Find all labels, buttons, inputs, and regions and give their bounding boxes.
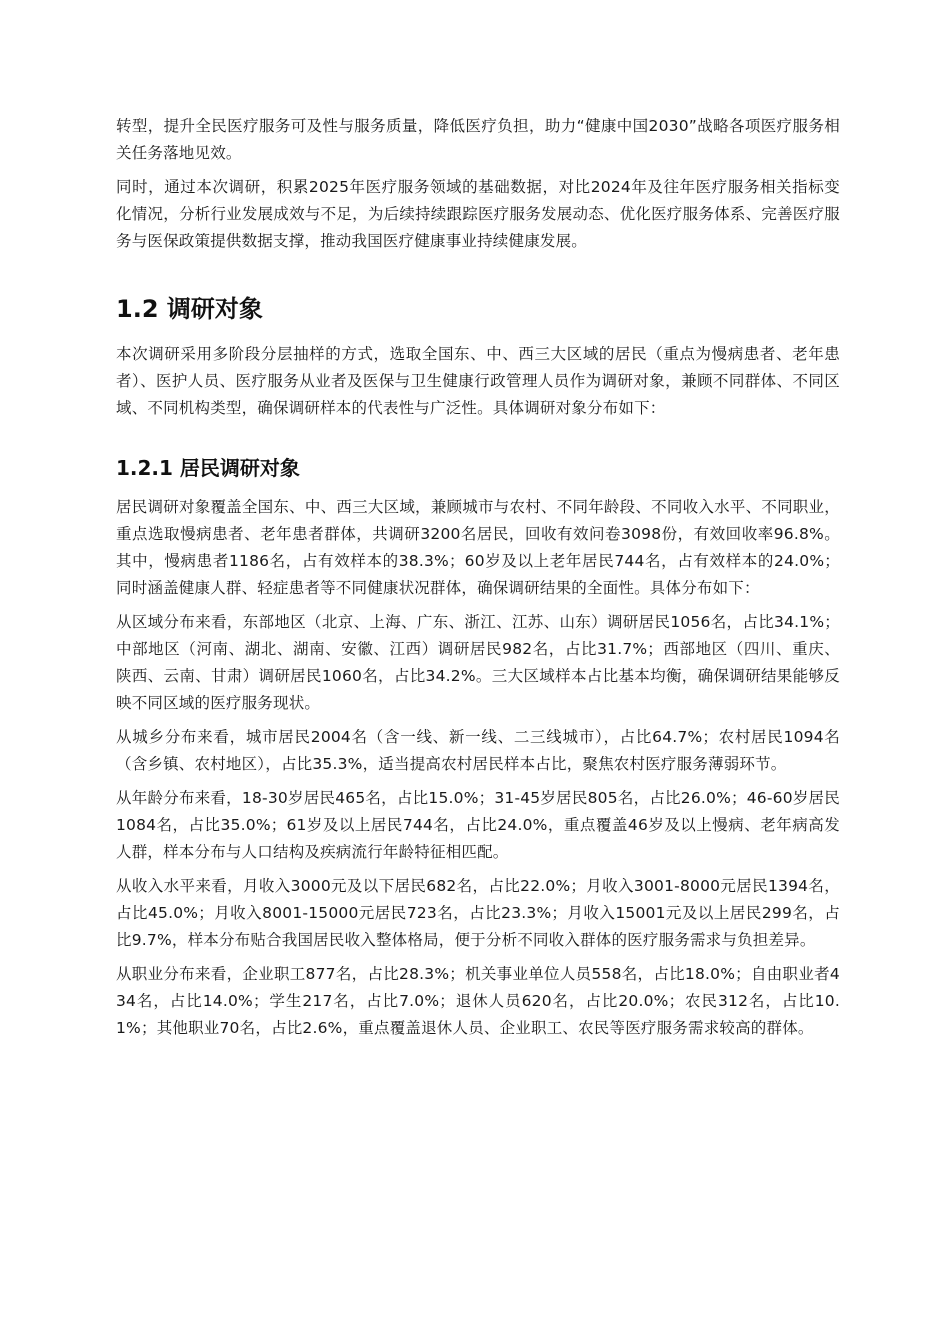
occupation-distribution-paragraph: 从职业分布来看，企业职工877名，占比28.3%；机关事业单位人员558名，占比18.0%；自由职业者434名，占比14.0%；学生217名，占比7.0%；退休人员620名，占比20.0%；农民312名，占比10.1%；其他职业70名，占比2.6%，重点覆盖退休人员、企业职工、农民等医疗服务需求较高的群体。 bbox=[116, 965, 840, 1037]
resident-overview-paragraph: 居民调研对象覆盖全国东、中、西三大区域，兼顾城市与农村、不同年龄段、不同收入水平、不同职业，重点选取慢病患者、老年患者群体，共调研3200名居民，回收有效问卷3098份，有效回收率96.8%。其中，慢病患者1186名，占有效样本的38.3%；60岁及以上老年居民744名，占有效样本的24.0%；同时涵盖健康人群、轻症患者等不同健康状况群体，确保调研结果的全面性。具体分布如下： bbox=[116, 498, 840, 597]
intro-paragraph-1: 转型，提升全民医疗服务可及性与服务质量，降低医疗负担，助力“健康中国2030”战略各项医疗服务相关任务落地见效。 bbox=[116, 117, 840, 162]
section-1-2-paragraph: 本次调研采用多阶段分层抽样的方式，选取全国东、中、西三大区域的居民（重点为慢病患者、老年患者）、医护人员、医疗服务从业者及医保与卫生健康行政管理人员作为调研对象，兼顾不同群体、不同区域、不同机构类型，确保调研样本的代表性与广泛性。具体调研对象分布如下： bbox=[116, 345, 840, 417]
intro-paragraph-2: 同时，通过本次调研，积累2025年医疗服务领域的基础数据，对比2024年及往年医疗服务相关指标变化情况，分析行业发展成效与不足，为后续持续跟踪医疗服务发展动态、优化医疗服务体系、完善医疗服务与医保政策提供数据支撑，推动我国医疗健康事业持续健康发展。 bbox=[116, 178, 840, 250]
urban-rural-distribution-paragraph: 从城乡分布来看，城市居民2004名（含一线、新一线、二三线城市），占比64.7%；农村居民1094名（含乡镇、农村地区），占比35.3%，适当提高农村居民样本占比，聚焦农村医疗服务薄弱环节。 bbox=[116, 728, 840, 773]
section-heading-1-2-1: 1.2.1 居民调研对象 bbox=[116, 456, 300, 480]
age-distribution-paragraph: 从年龄分布来看，18-30岁居民465名，占比15.0%；31-45岁居民805名，占比26.0%；46-60岁居民1084名，占比35.0%；61岁及以上居民744名，占比24.0%，重点覆盖46岁及以上慢病、老年病高发人群，样本分布与人口结构及疾病流行年龄特征相匹配。 bbox=[116, 789, 840, 861]
region-distribution-paragraph: 从区域分布来看，东部地区（北京、上海、广东、浙江、江苏、山东）调研居民1056名，占比34.1%；中部地区（河南、湖北、湖南、安徽、江西）调研居民982名，占比31.7%；西部地区（四川、重庆、陕西、云南、甘肃）调研居民1060名，占比34.2%。三大区域样本占比基本均衡，确保调研结果能够反映不同区域的医疗服务现状。 bbox=[116, 613, 840, 712]
document-page bbox=[116, 113, 840, 1049]
income-distribution-paragraph: 从收入水平来看，月收入3000元及以下居民682名，占比22.0%；月收入3001-8000元居民1394名，占比45.0%；月收入8001-15000元居民723名，占比23.3%；月收入15001元及以上居民299名，占比9.7%，样本分布贴合我国居民收入整体格局，便于分析不同收入群体的医疗服务需求与负担差异。 bbox=[116, 877, 840, 949]
section-heading-1-2: 1.2 调研对象 bbox=[116, 295, 263, 323]
